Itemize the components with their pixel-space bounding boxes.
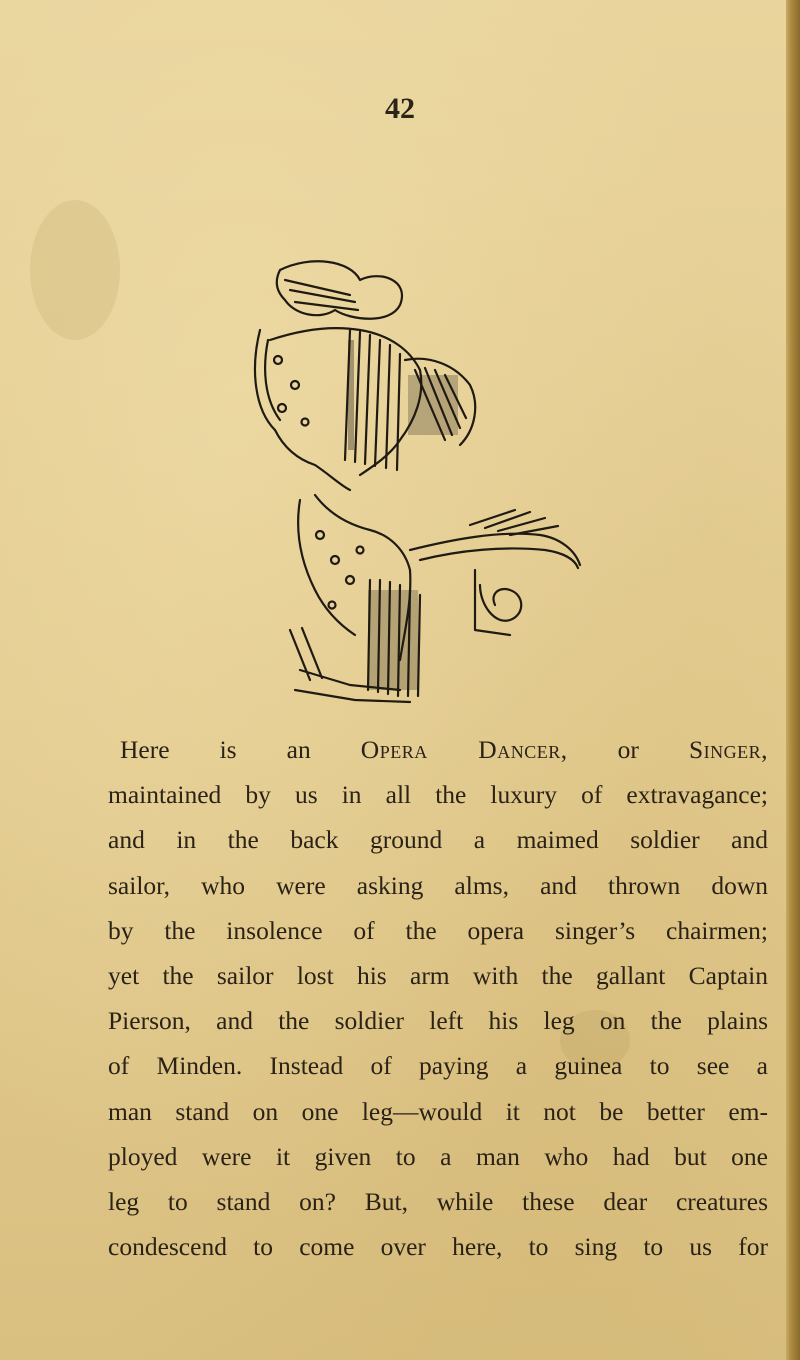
text-line: maintained by us in all the luxury of extravagance; xyxy=(108,780,768,810)
text-line: of Minden. Instead of paying a guinea to see a xyxy=(108,1051,768,1081)
text-line-1 xyxy=(108,727,768,772)
text-line: leg to stand on? But, while these dear creatures xyxy=(108,1187,768,1217)
line1-prefix: Here is an xyxy=(120,735,311,764)
opera-dancer-woodcut-icon xyxy=(240,250,600,710)
page-edge xyxy=(786,0,800,1360)
singer-smallcaps: Singer, xyxy=(688,735,769,764)
paper-stain xyxy=(30,200,120,340)
opera-dancer-smallcaps: Opera Dancer, xyxy=(360,735,568,764)
line1-mid: or xyxy=(617,735,639,764)
text-line: sailor, who were asking alms, and thrown down xyxy=(108,870,768,900)
text-line: ployed were it given to a man who had but one xyxy=(108,1141,768,1171)
text-line: and in the back ground a maimed soldier and xyxy=(108,825,768,855)
text-line: by the insolence of the opera singer’s chairmen; xyxy=(108,915,768,945)
body-text xyxy=(108,727,768,1269)
text-line: yet the sailor lost his arm with the gallant Captain xyxy=(108,961,768,991)
page-number: 42 xyxy=(385,92,415,125)
text-line: Pierson, and the soldier left his leg on the plains xyxy=(108,1006,768,1036)
text-line: man stand on one leg—would it not be better em- xyxy=(108,1096,768,1126)
text-line: condescend to come over here, to sing to us for xyxy=(108,1232,768,1262)
